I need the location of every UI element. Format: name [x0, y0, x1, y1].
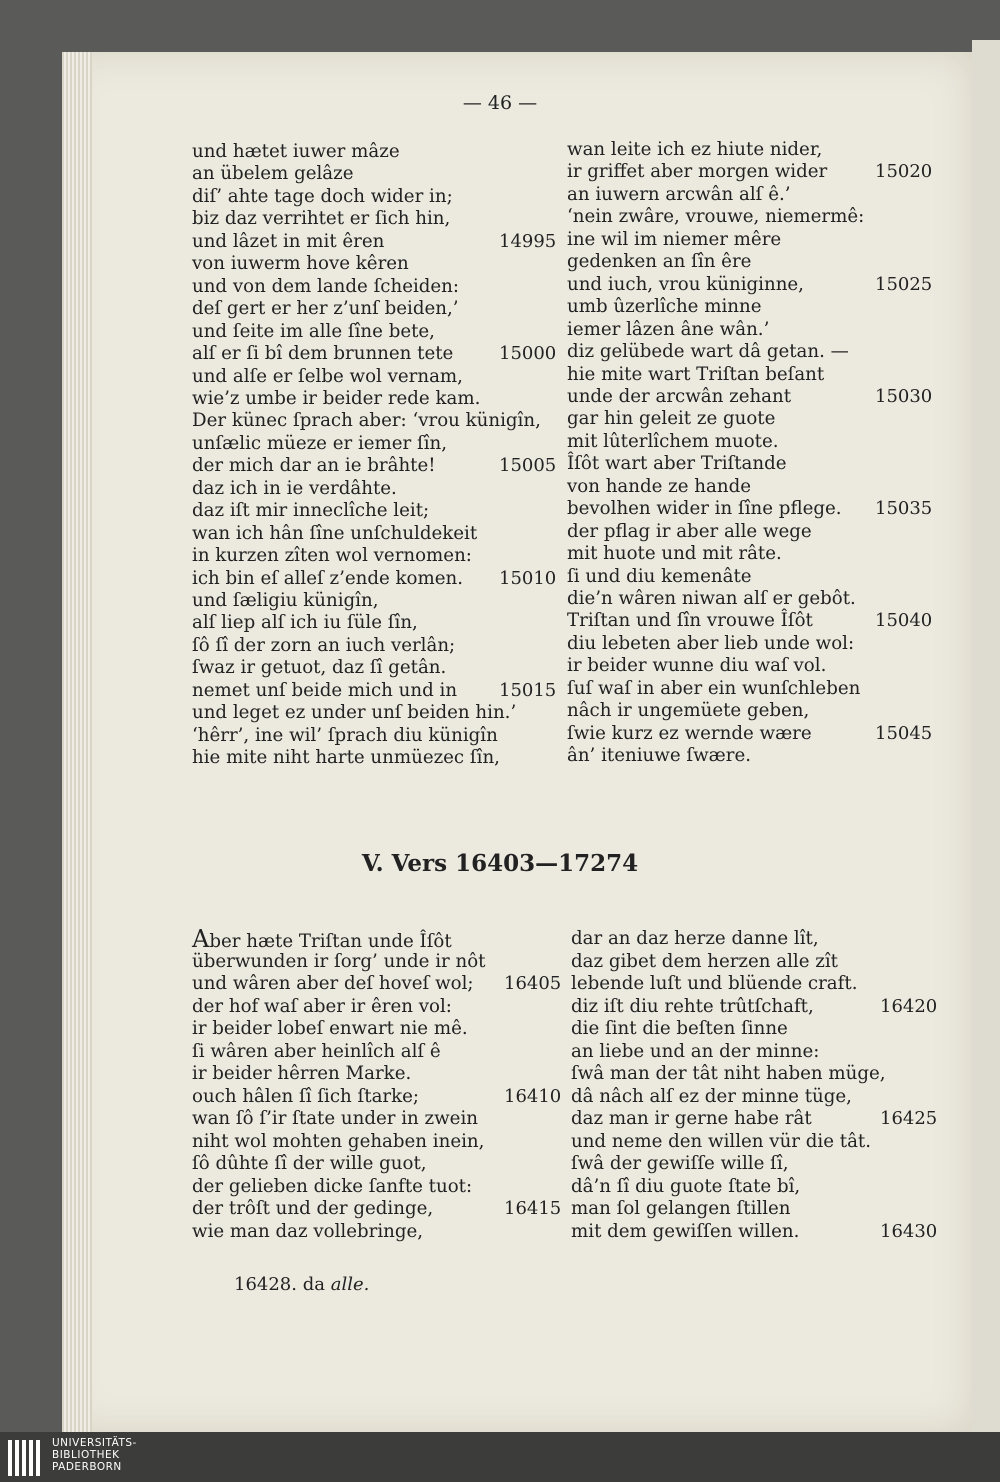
footnote-number: 16428. — [234, 1274, 297, 1295]
verse-text: mit dem gewiſſen willen. — [571, 1220, 800, 1242]
verse-line — [571, 951, 838, 973]
verse-text: ich bin eſ alleſ z’ende komen. — [192, 567, 463, 589]
verse-line — [567, 453, 787, 475]
verse-text: ber hæte Triſtan unde Îſôt — [209, 931, 452, 952]
verse-text: der trôſt und der gedinge, — [192, 1198, 434, 1219]
verse-line — [192, 725, 498, 747]
verse-line — [571, 1153, 789, 1175]
verse-number: 15000 — [499, 343, 557, 365]
section-heading: V. Vers 16403—17274 — [361, 850, 639, 877]
library-name — [52, 1437, 137, 1473]
verse-text: ‘nein zwâre, vrouwe, niemermê: — [567, 206, 865, 228]
verse-text: Der künec ſprach aber: ‘vrou künigîn, — [192, 410, 541, 432]
library-line-3: PADERBORN — [52, 1461, 122, 1473]
facing-page-edge — [972, 40, 1000, 1432]
verse-text: ouch hâlen ſî ſich ſtarke; — [192, 1085, 420, 1107]
verse-text: und ſeite im alle ſîne bete, — [192, 320, 435, 342]
verse-text: daz ich in ie verdâhte. — [192, 477, 397, 499]
verse-text: deſ gert er her z’unſ beiden,’ — [192, 298, 459, 320]
footnote-emphasis: alle. — [330, 1274, 370, 1295]
verse-text: daz gibet dem herzen alle zît — [571, 950, 838, 972]
verse-line — [192, 1153, 427, 1175]
verse-line — [567, 408, 775, 430]
footnote-text: da — [302, 1274, 325, 1295]
verse-text: niht wol mohten gehaben inein, — [192, 1130, 485, 1152]
verse-number: 16405 — [504, 973, 562, 994]
verse-line — [567, 633, 854, 655]
verse-text: und neme den willen vür die tât. — [571, 1130, 872, 1152]
verse-line — [567, 610, 813, 632]
verse-line — [567, 206, 864, 228]
verse-text: alſ liep alſ ich iu ſüle ſîn, — [192, 612, 418, 634]
verse-number: 14995 — [499, 230, 557, 252]
verse-line — [192, 253, 409, 275]
verse-line — [192, 455, 436, 477]
verse-text: ſuſ waſ in aber ein wunſchleben — [567, 677, 861, 699]
verse-text: unde der arcwân zehant — [567, 385, 792, 407]
verse-text: der pflag ir aber alle wege — [567, 520, 812, 542]
verse-line — [192, 1086, 419, 1108]
verse-text: ‘hêrr’, ine wil’ ſprach diu künigîn — [192, 724, 498, 746]
verse-line — [567, 498, 842, 520]
verse-line — [192, 298, 459, 320]
verse-text: die’n wâren niwan alſ er gebôt. — [567, 588, 856, 609]
verse-text: die ſint die beſten ſinne — [571, 1018, 788, 1039]
verse-number: 16420 — [880, 995, 938, 1017]
verse-line — [567, 319, 769, 341]
verse-line — [567, 139, 822, 161]
verse-line — [567, 521, 812, 543]
verse-line — [192, 1176, 472, 1198]
verse-text: ine wil im niemer mêre — [567, 228, 782, 250]
verse-line — [192, 366, 463, 388]
verse-text: und iuch, vrou küniginne, — [567, 273, 804, 295]
verse-line — [571, 1086, 852, 1108]
verse-line — [192, 433, 447, 455]
verse-text: diſ’ ahte tage doch wider in; — [192, 185, 453, 207]
verse-number: 16425 — [880, 1108, 938, 1129]
verse-text: diu lebeten aber lieb unde wol: — [567, 632, 855, 654]
verse-text: der hof waſ aber ir êren vol: — [192, 995, 452, 1017]
verse-text: wie’z umbe ir beider rede kam. — [192, 387, 481, 409]
verse-text: und leget ez under unſ beiden hin.’ — [192, 702, 517, 724]
verse-line — [571, 996, 814, 1018]
verse-text: ſwâ man der tât niht haben müge, — [571, 1063, 886, 1084]
verse-line — [567, 723, 812, 745]
verse-number: 16415 — [504, 1198, 562, 1219]
verse-line — [192, 523, 477, 545]
verse-text: daz iſt mir inneclîche leit; — [192, 500, 430, 522]
verse-text: hie mite niht harte unmüezec ſîn, — [192, 747, 500, 769]
verse-text: wan ich hân ſîne unſchuldekeit — [192, 522, 478, 544]
verse-line — [192, 321, 435, 343]
verse-text: Îſôt wart aber Triſtande — [567, 453, 787, 475]
verse-text: diz iſt diu rehte trûtſchaft, — [571, 995, 814, 1017]
verse-line — [571, 928, 819, 950]
verse-text: wan leite ich ez hiute nider, — [567, 139, 823, 160]
verse-line — [192, 343, 453, 365]
verse-text: Triſtan und ſîn vrouwe Îſôt — [567, 610, 813, 632]
verse-line — [192, 1198, 433, 1220]
drop-cap: A — [192, 925, 210, 953]
verse-line — [571, 1063, 886, 1085]
verse-text: ſwaz ir getuot, daz ſî getân. — [192, 657, 447, 679]
verse-line — [567, 341, 849, 363]
verse-line — [567, 678, 860, 700]
library-line-2: BIBLIOTHEK — [52, 1449, 120, 1461]
verse-text: gedenken an ſîn êre — [567, 251, 752, 273]
verse-text: gar hin geleit ze guote — [567, 408, 776, 430]
verse-text: mit huote und mit râte. — [567, 543, 782, 565]
verse-line — [192, 635, 455, 657]
verse-line — [567, 566, 752, 588]
verse-line — [192, 1041, 441, 1063]
verse-text: ir beider wunne diu waſ vol. — [567, 655, 827, 677]
verse-line — [571, 1176, 800, 1198]
verse-text: ir beider lobeſ enwart nie mê. — [192, 1018, 468, 1039]
verse-line — [192, 163, 353, 185]
verse-text: ſô dûhte ſî der wille guot, — [192, 1153, 427, 1174]
verse-line — [192, 568, 463, 590]
verse-text: und alſe er ſelbe wol vernam, — [192, 365, 463, 387]
verse-text: überwunden ir ſorg’ unde ir nôt — [192, 950, 486, 972]
verse-line — [571, 1108, 812, 1130]
verse-line — [192, 478, 397, 500]
verse-line — [567, 274, 804, 296]
verse-number: 15045 — [875, 722, 933, 744]
verse-text: man ſol gelangen ſtillen — [571, 1198, 791, 1219]
verse-text: an iuwern arcwân alſ ê.’ — [567, 183, 791, 205]
verse-line — [567, 161, 827, 183]
verse-text: und von dem lande ſcheiden: — [192, 275, 460, 297]
verse-line — [192, 747, 500, 769]
verse-line — [567, 543, 782, 565]
verse-text: alſ er ſi bî dem brunnen tete — [192, 343, 454, 365]
verse-line — [192, 500, 429, 522]
verse-line — [567, 296, 761, 318]
verse-number: 15025 — [875, 273, 933, 295]
verse-line — [192, 1131, 484, 1153]
verse-line — [192, 410, 541, 432]
verse-line — [567, 386, 791, 408]
verse-line — [192, 1063, 411, 1085]
verse-line — [192, 612, 418, 634]
verse-text: wie man daz vollebringe, — [192, 1220, 424, 1242]
verse-number: 16410 — [504, 1085, 562, 1107]
verse-line — [567, 476, 751, 498]
verse-line — [571, 1221, 799, 1243]
verse-number: 15015 — [499, 679, 557, 701]
library-logo-icon — [6, 1438, 46, 1478]
verse-text: ir beider hêrren Marke. — [192, 1063, 412, 1084]
verse-line — [192, 973, 474, 995]
library-line-1: UNIVERSITÄTS- — [52, 1437, 137, 1449]
verse-text: nâch ir ungemüete geben, — [567, 700, 810, 722]
verse-number: 15030 — [875, 385, 933, 407]
verse-text: ſi wâren aber heinlîch alſ ê — [192, 1040, 441, 1062]
verse-line — [571, 1198, 791, 1220]
verse-text: von hande ze hande — [567, 475, 751, 497]
verse-text: biz daz verrihtet er ſich hin, — [192, 208, 451, 230]
verse-number: 16430 — [880, 1220, 938, 1242]
verse-line — [567, 588, 856, 610]
verse-line — [571, 1018, 788, 1040]
verse-line — [567, 229, 781, 251]
verse-number: 15040 — [875, 610, 933, 632]
verse-line — [192, 141, 400, 163]
footnote — [234, 1274, 369, 1295]
verse-line — [192, 388, 480, 410]
verse-text: ſwâ der gewiſſe wille ſî, — [571, 1153, 789, 1174]
verse-number: 15035 — [875, 498, 933, 520]
verse-line — [192, 996, 452, 1018]
verse-line — [192, 1108, 478, 1130]
verse-text: ân’ iteniuwe ſwære. — [567, 745, 751, 767]
verse-line — [192, 276, 459, 298]
verse-line — [192, 208, 450, 230]
verse-text: lebende luſt und blüende craft. — [571, 973, 858, 994]
verse-text: der mich dar an ie brâhte! — [192, 455, 436, 477]
verse-line — [571, 1131, 871, 1153]
verse-line — [567, 745, 751, 767]
verse-text: ir griffet aber morgen wider — [567, 161, 828, 183]
verse-text: und wâren aber deſ hoveſ wol; — [192, 973, 474, 994]
verse-text: hie mite wart Triſtan beſant — [567, 363, 825, 385]
verse-line — [192, 925, 452, 953]
verse-line — [192, 186, 453, 208]
verse-line — [567, 431, 779, 453]
verse-line — [192, 657, 446, 679]
verse-text: ſô ſî der zorn an iuch verlân; — [192, 634, 456, 656]
verse-line — [192, 951, 485, 973]
verse-number: 15020 — [875, 161, 933, 183]
verse-text: mit lûterlîchem muote. — [567, 430, 779, 452]
verse-line — [571, 973, 857, 995]
verse-line — [192, 1018, 468, 1040]
verse-text: von iuwerm hove kêren — [192, 253, 409, 275]
verse-line — [192, 231, 384, 253]
verse-line — [567, 655, 826, 677]
verse-text: an liebe und an der minne: — [571, 1040, 820, 1062]
verse-text: unſælic müeze er iemer ſîn, — [192, 432, 448, 454]
verse-text: dar an daz herze danne lît, — [571, 928, 819, 949]
verse-line — [567, 700, 809, 722]
verse-text: wan ſô ſ’ir ſtate under in zwein — [192, 1108, 478, 1129]
verse-text: ſi und diu kemenâte — [567, 565, 752, 587]
verse-line — [567, 364, 824, 386]
verse-line — [571, 1041, 819, 1063]
verse-line — [567, 184, 791, 206]
verse-text: der gelieben dicke ſanfte tuot: — [192, 1175, 473, 1197]
verse-text: iemer lâzen âne wân.’ — [567, 318, 770, 340]
verse-line — [192, 590, 378, 612]
verse-text: und hætet iuwer mâze — [192, 141, 400, 162]
verse-line — [567, 251, 751, 273]
verse-text: diz gelübede wart dâ getan. — — [567, 341, 849, 363]
verse-text: und lâzet in mit êren — [192, 230, 385, 252]
verse-text: nemet unſ beide mich und in — [192, 679, 458, 701]
verse-number: 15010 — [499, 567, 557, 589]
verse-text: und ſæligiu künigîn, — [192, 590, 379, 611]
verse-text: dâ nâch alſ ez der minne tüge, — [571, 1085, 852, 1107]
verse-text: in kurzen zîten wol vernomen: — [192, 545, 472, 567]
verse-text: dâ’n ſî diu guote ſtate bî, — [571, 1175, 801, 1197]
library-footer — [0, 1432, 1000, 1482]
verse-line — [192, 680, 457, 702]
verse-number: 15005 — [499, 455, 557, 477]
page-stack-edges — [62, 52, 92, 1432]
verse-text: an übelem gelâze — [192, 163, 354, 185]
verse-text: ſwie kurz ez wernde wære — [567, 722, 812, 744]
verse-line — [192, 545, 472, 567]
verse-text: daz man ir gerne habe rât — [571, 1108, 812, 1129]
verse-text: umb ûzerlîche minne — [567, 296, 762, 318]
verse-line — [192, 702, 516, 724]
verse-text: bevolhen wider in ſîne pflege. — [567, 498, 842, 520]
page-number: — 46 — — [462, 92, 538, 114]
verse-line — [192, 1221, 423, 1243]
